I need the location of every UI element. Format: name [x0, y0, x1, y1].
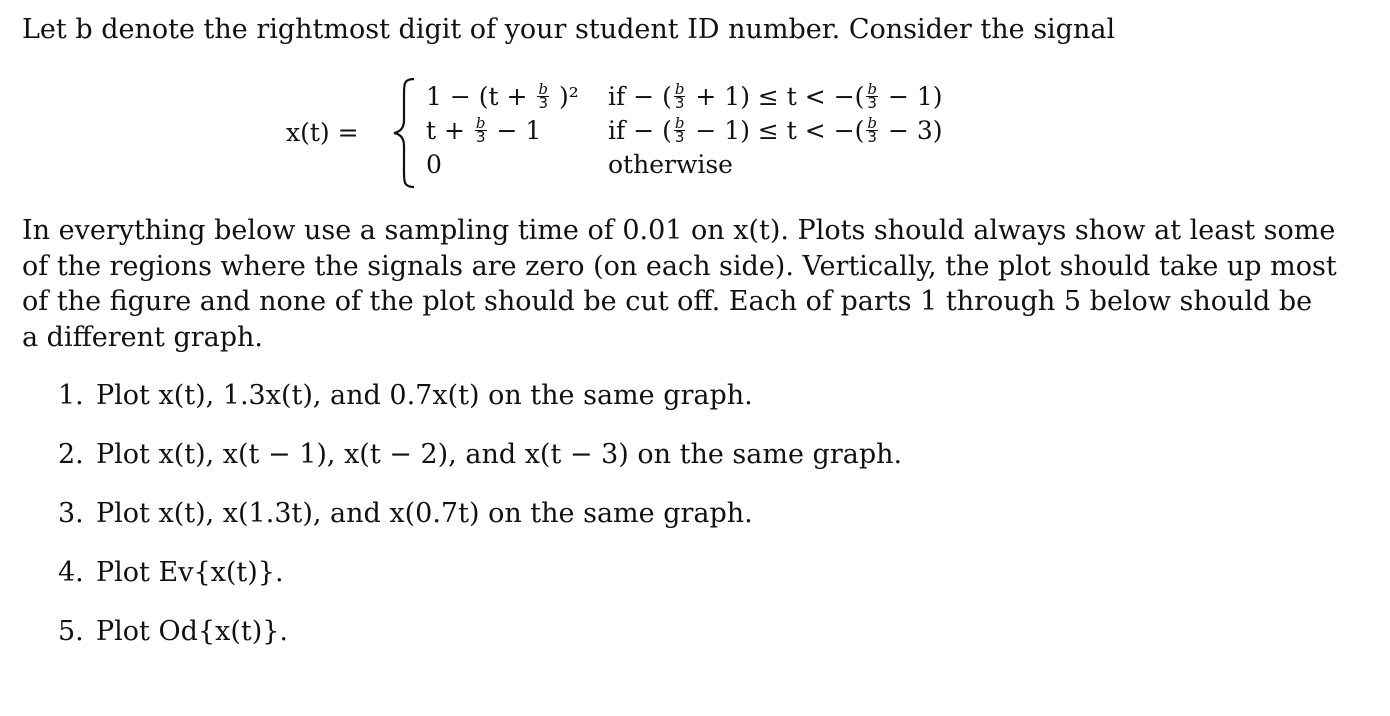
- item-text: Plot x(t), x(t − 1), x(t − 2), and x(t − 3) on the same graph.: [96, 439, 903, 470]
- item-number: 5.: [58, 616, 84, 647]
- fraction-numerator: b: [674, 80, 685, 98]
- item-text: Plot Ev{x(t)}.: [96, 557, 284, 588]
- fraction-b-over-3: [674, 114, 686, 146]
- paragraph-line: In everything below use a sampling time of 0.01 on x(t). Plots should always show at least some: [22, 215, 1336, 246]
- case1-condition: [608, 82, 943, 112]
- paragraph-line: of the regions where the signals are zero (on each side). Vertically, the plot should take up most: [22, 250, 1337, 282]
- case1-cond-c: − 1): [887, 82, 943, 111]
- fraction-b-over-3: [866, 80, 878, 112]
- intro-text: Let b denote the rightmost digit of your student ID number. Consider the signal: [22, 14, 1116, 45]
- case1-cond-a: if − (: [608, 82, 672, 111]
- list-item: [58, 614, 288, 650]
- fraction-denominator: 3: [538, 94, 548, 112]
- fraction-denominator: 3: [674, 128, 685, 146]
- case1-expr-a: 1 − (t +: [426, 82, 528, 111]
- fraction-denominator: 3: [674, 94, 685, 112]
- case2-expr-a: t +: [426, 116, 465, 145]
- case2-cond-a: if − (: [608, 116, 672, 145]
- list-item: [58, 437, 902, 473]
- item-number: 3.: [58, 498, 84, 529]
- list-item: [58, 378, 753, 414]
- paragraph-line: of the figure and none of the plot should be cut off. Each of parts 1 through 5 below should be: [22, 286, 1313, 317]
- instructions-paragraph: [22, 213, 1337, 355]
- case2-condition: [608, 116, 943, 146]
- item-number: 2.: [58, 439, 84, 470]
- signal-definition: [286, 76, 1006, 190]
- item-text: Plot Od{x(t)}.: [96, 616, 288, 647]
- item-number: 4.: [58, 557, 84, 588]
- case2-expression: [426, 116, 541, 146]
- left-brace: [390, 76, 418, 190]
- fraction-b-over-3: [674, 80, 686, 112]
- fraction-numerator: b: [867, 80, 877, 98]
- case1-expr-b: )²: [558, 82, 579, 111]
- fraction-b-over-3: [866, 114, 878, 146]
- fraction-numerator: b: [475, 114, 486, 132]
- fraction-denominator: 3: [475, 128, 486, 146]
- equation-lhs: x(t) =: [286, 118, 359, 147]
- fraction-numerator: b: [867, 114, 877, 132]
- case2-cond-b: − 1) ≤ t < −(: [695, 116, 865, 145]
- fraction-b-over-3: [537, 80, 549, 112]
- case2-expr-b: − 1: [496, 116, 542, 145]
- item-text: Plot x(t), 1.3x(t), and 0.7x(t) on the same graph.: [96, 380, 753, 411]
- item-number: 1.: [58, 380, 84, 411]
- fraction-denominator: 3: [867, 128, 877, 146]
- case1-expression: [426, 82, 579, 112]
- list-item: [58, 555, 284, 591]
- item-text: Plot x(t), x(1.3t), and x(0.7t) on the same graph.: [96, 498, 753, 529]
- paragraph-line: a different graph.: [22, 321, 264, 353]
- list-item: [58, 496, 753, 532]
- case1-cond-b: + 1) ≤ t < −(: [695, 82, 865, 111]
- fraction-denominator: 3: [867, 94, 877, 112]
- case3-expression: 0: [426, 150, 442, 179]
- fraction-numerator: b: [538, 80, 549, 98]
- fraction-b-over-3: [475, 114, 487, 146]
- fraction-numerator: b: [674, 114, 685, 132]
- case2-cond-c: − 3): [887, 116, 943, 145]
- case3-condition: otherwise: [608, 150, 733, 179]
